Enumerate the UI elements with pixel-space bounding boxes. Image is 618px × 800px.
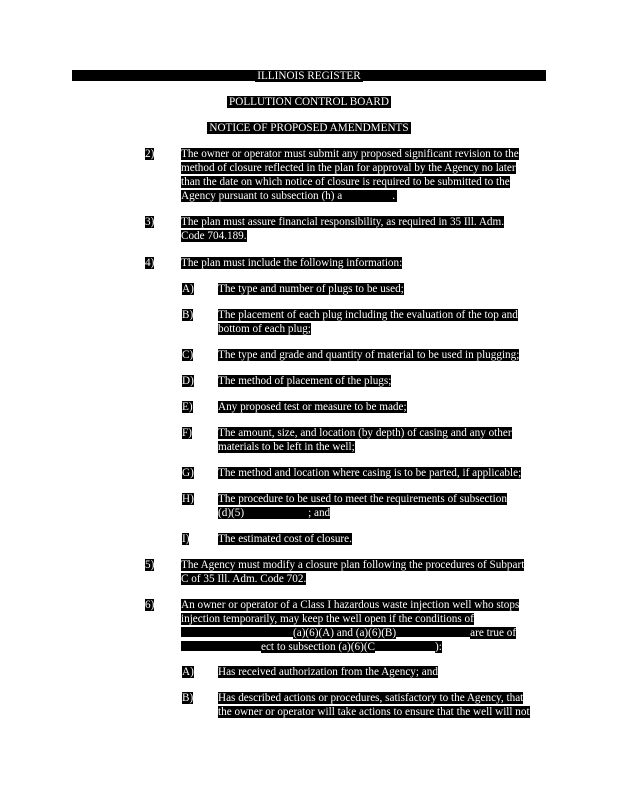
item-4f-number: F) [182,427,192,439]
item-3-number: 3) [145,216,155,228]
item-4b-text: The placement of each plug including the evaluation of the top and bottom of each plug; [218,309,518,335]
item-6-number: 6) [145,599,155,611]
item-4a-text: The type and number of plugs to be used; [218,283,404,295]
item-4a-number: A) [182,283,194,295]
item-4b-number: B) [182,309,194,321]
register-title: ILLINOIS REGISTER [257,70,361,82]
item-6a-number: A) [182,666,194,678]
item-4c-number: C) [182,349,194,361]
notice-title: NOTICE OF PROPOSED AMENDMENTS [209,122,409,134]
item-4e-number: E) [182,401,193,413]
item-5-text: The Agency must modify a closure plan following the procedures of Subpart C of 35 Ill. Adm. Code 702. [181,559,525,585]
item-4h-text: The procedure to be used to meet the requirements of subsection (d)(5) ; and [218,493,507,519]
item-4g-number: G) [182,467,194,479]
item-4i-text: The estimated cost of closure. [218,533,352,545]
item-6b-text: Has described actions or procedures, satisfactory to the Agency, that the owner or operator will take actions to ensure that the well will not [218,692,530,718]
redaction-mark [375,641,435,651]
item-4g-text: The method and location where casing is to be parted, if applicable; [218,467,522,479]
item-6a-text: Has received authorization from the Agency; and [218,666,438,678]
redaction-mark [246,507,306,517]
redaction-mark [396,627,470,637]
item-4-number: 4) [145,257,155,269]
item-4d-text: The method of placement of the plugs; [218,375,392,387]
item-6b-number: B) [182,692,194,704]
redaction-mark [181,627,293,637]
item-2-text: The owner or operator must submit any proposed significant revision to the method of closure reflected in the plan for approval by the Agency no later than the date on which notice of closure is required to be submitted to the Agency pursuant to subsection (h) a . [181,148,519,202]
item-4i-number: I) [182,533,190,545]
item-4c-text: The type and grade and quantity of material to be used in plugging; [218,349,520,361]
redaction-mark [181,641,261,651]
item-4e-text: Any proposed test or measure to be made; [218,401,407,413]
board-title: POLLUTION CONTROL BOARD [229,96,389,108]
item-4-text: The plan must include the following information: [181,257,403,269]
redaction-mark [344,190,392,200]
item-4d-number: D) [182,375,194,387]
item-5-number: 5) [145,559,155,571]
item-3-text: The plan must assure financial responsibility, as required in 35 Ill. Adm. Code 704.189. [181,216,505,242]
item-4f-text: The amount, size, and location (by depth) of casing and any other materials to be left in the well; [218,427,512,453]
item-2-number: 2) [145,148,155,160]
item-4h-number: H) [182,493,194,505]
item-6-text: An owner or operator of a Class I hazardous waste injection well who stops injection temporarily, may keep the well open if the conditions of (a)(6)(A) and (a)(6)(B) are true of ect to subsection (a)(6)(C ): [181,599,520,653]
